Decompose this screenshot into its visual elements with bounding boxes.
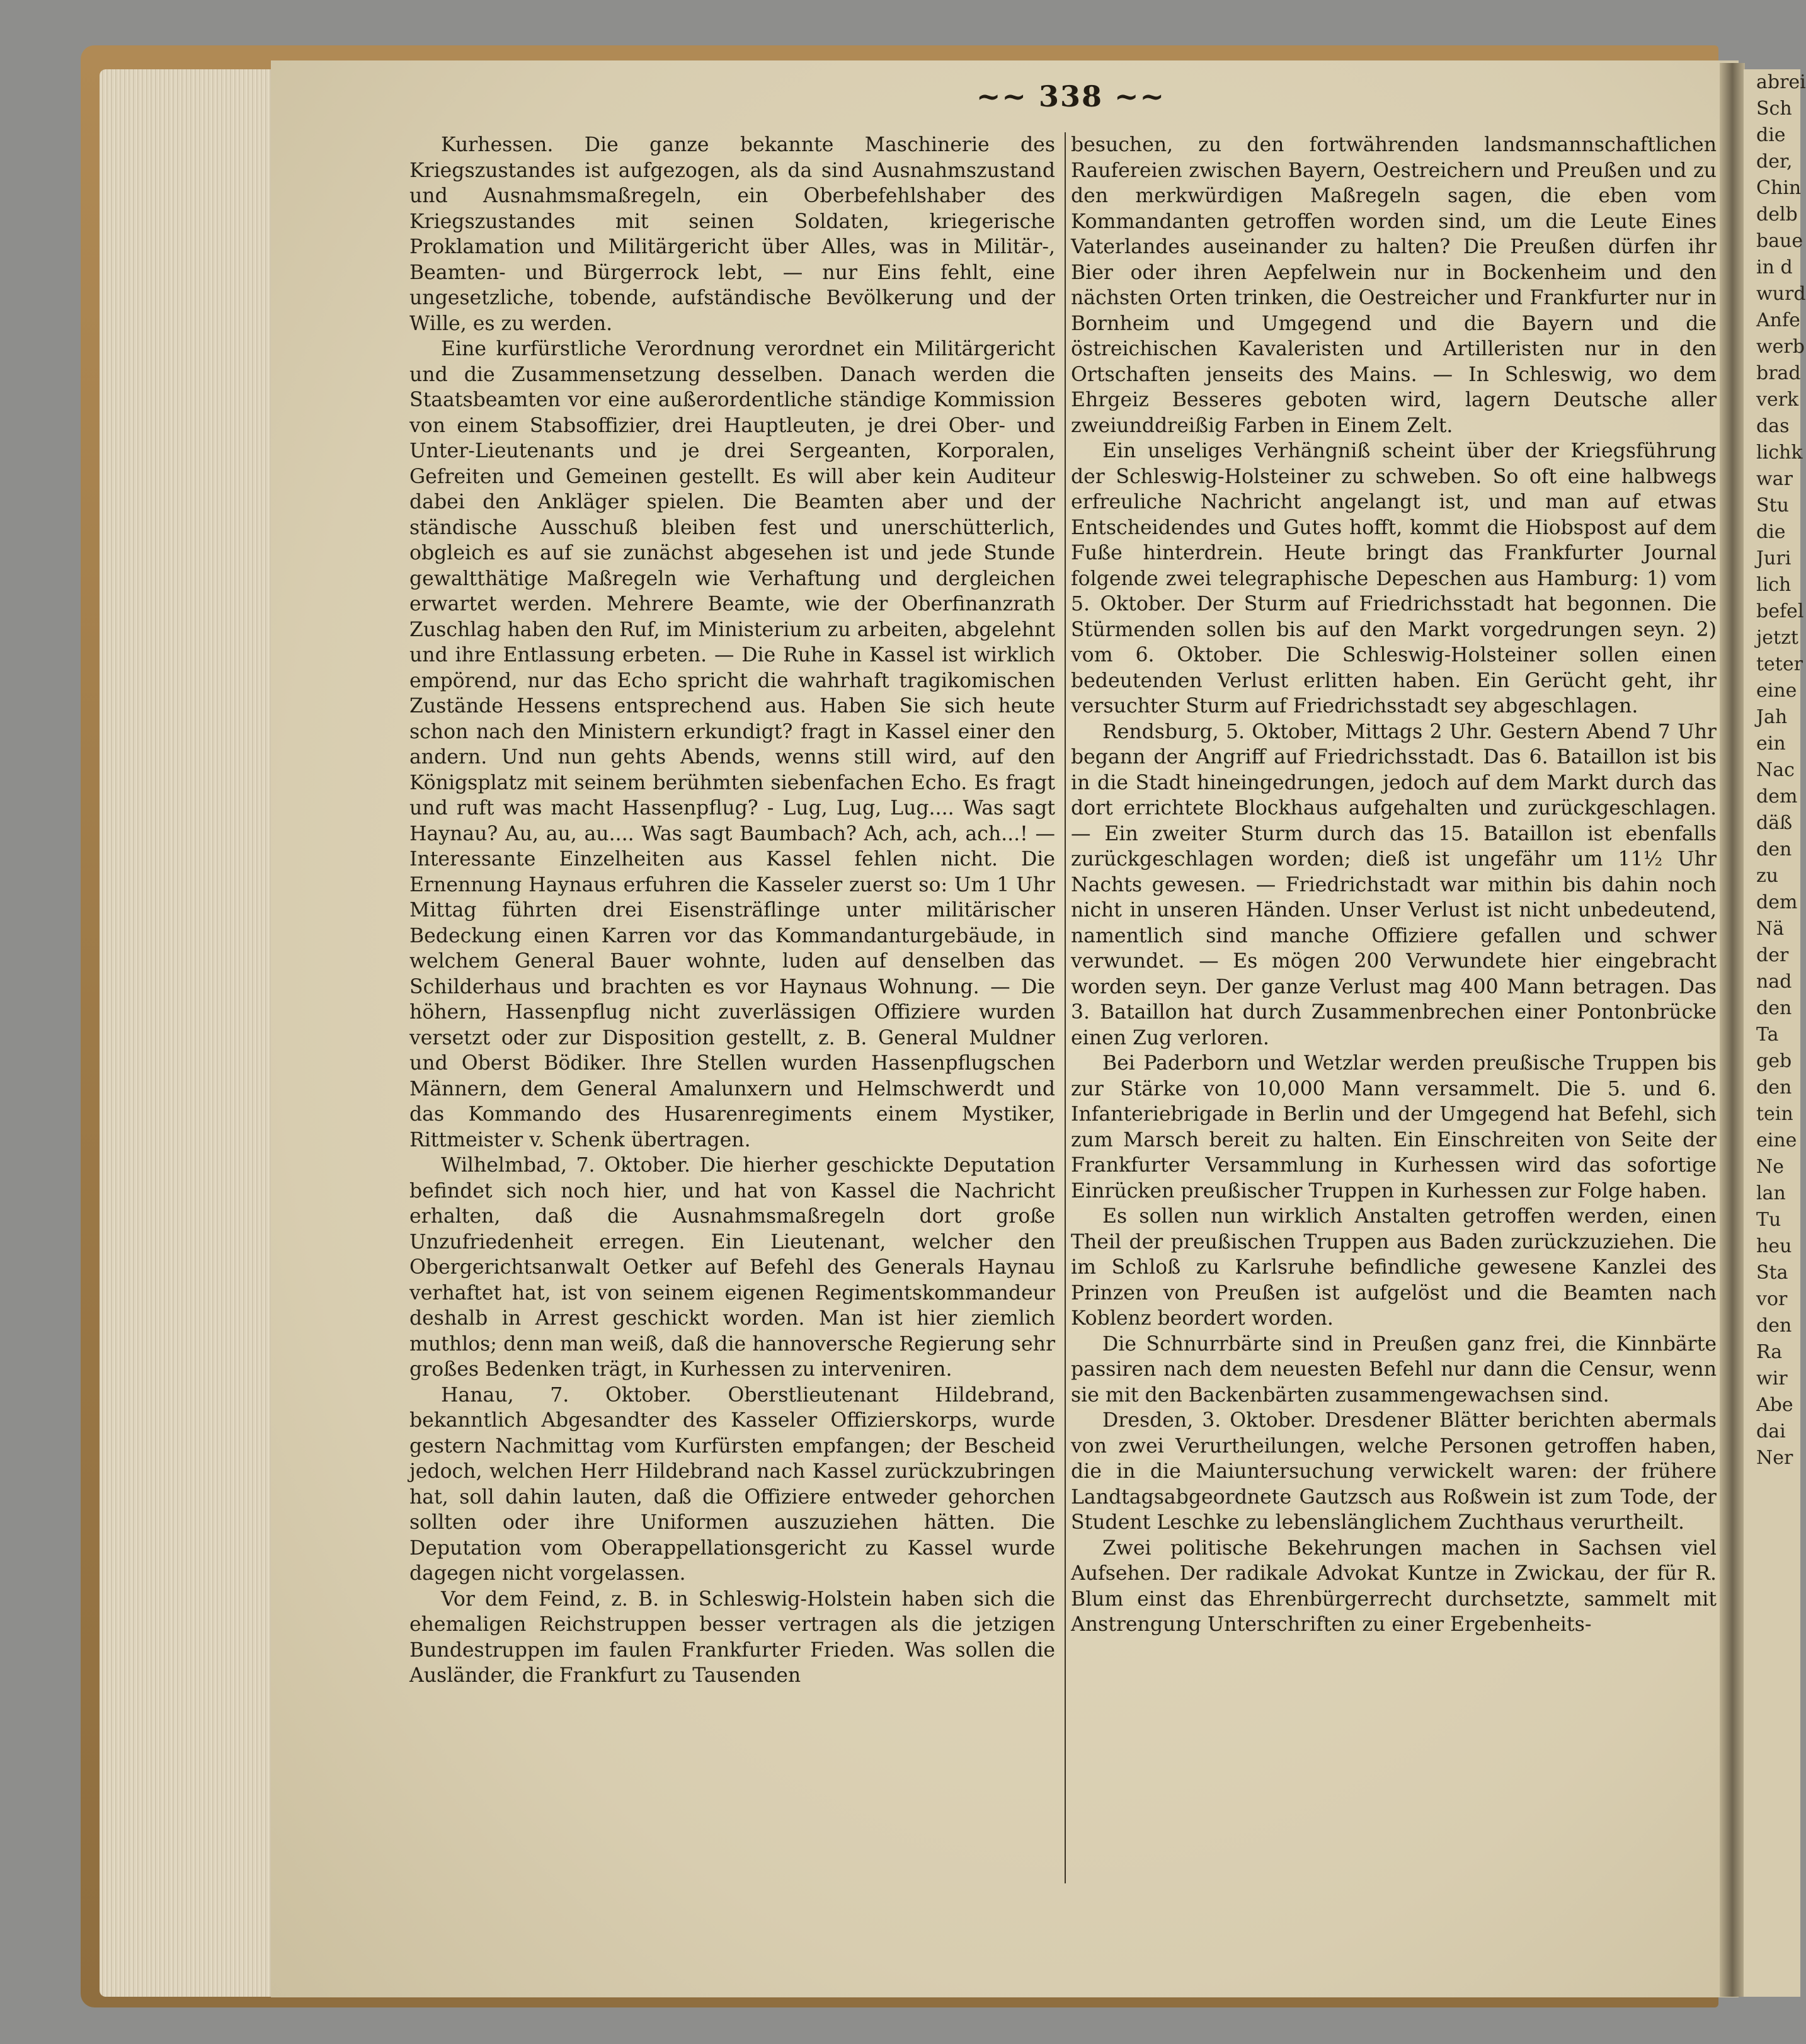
next-page-word: der bbox=[1756, 944, 1789, 966]
next-page-word: baue bbox=[1756, 230, 1803, 252]
paragraph-wilhelmbad: Wilhelmbad, 7. Oktober. Die hierher geschickte Deputation befindet sich noch hier, und hat von Kassel die Nachricht erhalten, daß die Ausnahmsmaßregeln dort große Unzufriedenheit erregen. Ein Lieutenant, welcher den Obergerichtsanwalt Oetker auf Befehl des Generals Haynau verhaftet hat, ist von seinem eigenen Regimentskommandeur deshalb in Arrest geschickt worden. Man ist hier ziemlich muthlos; denn man weiß, daß die hannoversche Regierung sehr großes Bedenken trägt, in Kurhessen zu interveniren. bbox=[409, 1154, 1055, 1381]
next-page-word: verk bbox=[1756, 389, 1799, 411]
next-page-word: Tu bbox=[1756, 1209, 1781, 1231]
next-page-word: Ner bbox=[1756, 1447, 1793, 1469]
next-page-word: der, bbox=[1756, 151, 1793, 173]
next-page-word: Ne bbox=[1756, 1156, 1785, 1178]
column-rule bbox=[1065, 132, 1066, 1883]
next-page-word: Sta bbox=[1756, 1262, 1788, 1284]
next-page-word: tein bbox=[1756, 1103, 1793, 1125]
next-page-word: jetzt bbox=[1756, 627, 1798, 649]
next-page-word: vor bbox=[1756, 1288, 1788, 1310]
next-page-word: Jah bbox=[1756, 706, 1788, 728]
next-page-word: den bbox=[1756, 838, 1792, 860]
left-column bbox=[409, 132, 1055, 1959]
next-page-word: zu bbox=[1756, 865, 1779, 887]
next-page-word: das bbox=[1756, 415, 1790, 437]
next-page-word: Abe bbox=[1756, 1394, 1793, 1416]
paragraph-bekehrungen: Zwei politische Bekehrungen machen in Sachsen viel Aufsehen. Der radikale Advokat Kuntze in Zwickau, der für R. Blum einst das Ehrenbürgerrecht durchsetzte, sammelt mit Anstrengung Unterschriften zu einer Ergebenheits- bbox=[1071, 1536, 1717, 1636]
paragraph-continuation: besuchen, zu den fortwährenden landsmannschaftlichen Raufereien zwischen Bayern, Oestreichern und Preußen und zu den merkwürdigen Maßregeln sagen, die eben vom Kommandanten getroffen worden sind, um die Leute Eines Vaterlandes auseinander zu halten? Die Preußen dürfen ihr Bier oder ihren Aepfelwein nur in Bockenheim und den nächsten Orten trinken, die Oestreicher und Frankfurter nur in Bornheim und Umgegend und die Bayern und die östreichischen Kavaleristen und Artilleristen nur in den Ortschaften jenseits des Mains. — In Schleswig, wo dem Ehrgeiz Besseres geboten wird, lagern Deutsche aller zweiunddreißig Farben in Einem Zelt. bbox=[1071, 134, 1717, 437]
next-page-word: werb bbox=[1756, 336, 1805, 358]
paragraph-paderborn: Bei Paderborn und Wetzlar werden preußische Truppen bis zur Stärke von 10,000 Mann versammelt. Die 5. und 6. Infanteriebrigade in Berlin und der Umgegend hat Befehl, sich zum Marsch bereit zu halten. Ein Einschreiten von Seite der Frankfurter Versammlung in Kurhessen wird das sofortige Einrücken preußischer Truppen in Kurhessen zur Folge haben. bbox=[1071, 1052, 1717, 1202]
next-page-word: in d bbox=[1756, 256, 1793, 278]
next-page-word: brad bbox=[1756, 362, 1801, 384]
next-page-word: Ra bbox=[1756, 1341, 1783, 1363]
next-page-word: däß bbox=[1756, 812, 1793, 834]
next-page-word: den bbox=[1756, 1315, 1792, 1337]
paragraph-vor-dem-feind: Vor dem Feind, z. B. in Schleswig-Holstein haben sich die ehemaligen Reichstruppen besser vertragen als die jetzigen Bundestruppen im faulen Frankfurter Frieden. Was sollen die Ausländer, die Frankfurt zu Tausenden bbox=[409, 1587, 1055, 1687]
next-page-word: die bbox=[1756, 124, 1786, 146]
next-page-word: den bbox=[1756, 1076, 1792, 1099]
next-page-word: Sch bbox=[1756, 98, 1792, 120]
next-page-word: Juri bbox=[1756, 547, 1792, 569]
next-page-word: eine bbox=[1756, 680, 1797, 702]
next-page-word: Nä bbox=[1756, 918, 1785, 940]
next-page-word: Nac bbox=[1756, 759, 1795, 781]
next-page-word: Stu bbox=[1756, 494, 1789, 517]
next-page-word: geb bbox=[1756, 1050, 1792, 1072]
paragraph-verhaengniss: Ein unseliges Verhängniß scheint über der Kriegsführung der Schleswig-Holsteiner zu schweben. So oft eine halbwegs erfreuliche Nachricht angelangt ist, und man auf etwas Entscheidendes und Gutes hofft, kommt die Hiobspost auf dem Fuße hinterdrein. Heute bringt das Frankfurter Journal folgende zwei telegraphische Depeschen aus Hamburg: 1) vom 5. Oktober. Der Sturm auf Friedrichsstadt hat begonnen. Die Stürmenden sollen bis auf den Markt vorgedrungen seyn. 2) vom 6. Oktober. Die Schleswig-Holsteiner sollen einen bedeutenden Verlust erlitten haben. Ein Gerücht geht, ihr versuchter Sturm auf Friedrichsstadt sey abgeschlagen. bbox=[1071, 440, 1717, 717]
next-page-word: eine bbox=[1756, 1129, 1797, 1151]
next-page-word: abrei bbox=[1756, 71, 1806, 93]
paragraph-kurhessen: Kurhessen. Die ganze bekannte Maschinerie des Kriegszustandes ist aufgezogen, als da sind Ausnahmszustand und Ausnahmsmaßregeln, ein Oberbefehlshaber des Kriegszustandes mit seinen Soldaten, kriegerische Proklamation und Militärgericht über Alles, was in Militär-, Beamten- und Bürgerrock lebt, — nur Eins fehlt, eine ungesetzliche, tobende, aufständische Bevölkerung und der Wille, es zu werden. bbox=[409, 134, 1055, 335]
page-number: ~~ 338 ~~ bbox=[976, 79, 1166, 113]
paragraph-dresden: Dresden, 3. Oktober. Dresdener Blätter berichten abermals von zwei Verurtheilungen, welche Personen getroffen haben, die in die Maiuntersuchung verwickelt waren: der frühere Landtagsabgeordnete Gautzsch aus Roßwein ist zum Tode, der Student Leschke zu lebenslänglichem Zuchthaus verurtheilt. bbox=[1071, 1409, 1717, 1534]
paragraph-baden: Es sollen nun wirklich Anstalten getroffen werden, einen Theil der preußischen Truppen aus Baden zurückzuziehen. Die im Schloß zu Karlsruhe befindliche gewesene Kanzlei des Prinzen von Preußen ist aufgelöst und die Beamten nach Koblenz beordert worden. bbox=[1071, 1205, 1717, 1330]
right-column bbox=[1071, 132, 1717, 1959]
next-page-word: dai bbox=[1756, 1420, 1786, 1442]
next-page-word: Chin bbox=[1756, 177, 1802, 199]
next-page-fragment bbox=[1744, 69, 1806, 1997]
next-page-word: dem bbox=[1756, 891, 1798, 913]
next-page-word: dem bbox=[1756, 785, 1798, 808]
next-page-word: delb bbox=[1756, 203, 1798, 226]
next-page-word: teter bbox=[1756, 653, 1803, 675]
next-page-word: lan bbox=[1756, 1182, 1786, 1204]
next-page-word: Ta bbox=[1756, 1024, 1779, 1046]
page-edges bbox=[100, 69, 289, 1997]
paragraph-schnurrbaerte: Die Schnurrbärte sind in Preußen ganz frei, die Kinnbärte passiren nach dem neuesten Befehl nur dann die Censur, wenn sie mit den Backenbärten zusammengewachsen sind. bbox=[1071, 1332, 1717, 1407]
next-page-word: befel bbox=[1756, 600, 1804, 622]
next-page-word: Anfe bbox=[1756, 309, 1800, 331]
next-page-word: wir bbox=[1756, 1367, 1788, 1390]
next-page-word: war bbox=[1756, 468, 1793, 490]
next-page-word: lichk bbox=[1756, 442, 1803, 464]
next-page-word: die bbox=[1756, 521, 1786, 543]
paragraph-hanau: Hanau, 7. Oktober. Oberstlieutenant Hildebrand, bekanntlich Abgesandter des Kasseler Offizierskorps, wurde gestern Nachmittag vom Kurfürsten empfangen; der Bescheid jedoch, welchen Herr Hildebrand nach Kassel zurückzubringen hat, soll dahin lauten, daß die Offiziere entweder gehorchen sollten oder ihre Uniformen auszuziehen hätten. Die Deputation vom Oberappellationsgericht zu Kassel wurde dagegen nicht vorgelassen. bbox=[409, 1383, 1055, 1585]
paragraph-rendsburg: Rendsburg, 5. Oktober, Mittags 2 Uhr. Gestern Abend 7 Uhr begann der Angriff auf Friedrichsstadt. Das 6. Bataillon ist bis in die Stadt hineingedrungen, jedoch auf dem Markt durch das dort errichtete Blockhaus aufgehalten und zurückgeschlagen. — Ein zweiter Sturm durch das 15. Bataillon ist ebenfalls zurückgeschlagen worden; dieß ist ungefähr um 11½ Uhr Nachts gewesen. — Friedrichstadt war mithin bis dahin noch nicht in unseren Händen. Unser Verlust ist nicht unbedeutend, namentlich sind manche Offiziere gefallen und schwer verwundet. — Es mögen 200 Verwundete hier eingebracht worden seyn. Der ganze Verlust mag 400 Mann betragen. Das 3. Bataillon hat durch Zusammenbrechen einer Pontonbrücke einen Zug verloren. bbox=[1071, 720, 1717, 1049]
next-page-word: wurd bbox=[1756, 283, 1806, 305]
next-page-word: lich bbox=[1756, 574, 1792, 596]
paragraph-verordnung: Eine kurfürstliche Verordnung verordnet ein Militärgericht und die Zusammensetzung desselben. Danach werden die Staatsbeamten vor eine außerordentliche ständige Kommission von einem Stabsoffizier, drei Hauptleuten, je drei Ober- und Unter-Lieutenants und je drei Sergeanten, Korporalen, Gefreiten und Gemeinen gestellt. Es will aber kein Auditeur dabei den Ankläger spielen. Die Beamten aber und der ständische Ausschuß bleiben fest und unerschütterlich, obgleich es auf sie zunächst abgesehen ist und jede Stunde gewaltthätige Maßregeln wie Verhaftung und dergleichen erwartet werden. Mehrere Beamte, wie der Oberfinanzrath Zuschlag haben den Ruf, im Ministerium zu arbeiten, abgelehnt und ihre Entlassung erbeten. — Die Ruhe in Kassel ist wirklich empörend, nur das Echo spricht die wahrhaft tragikomischen Zustände Hessens entsprechend aus. Haben Sie sich heute schon nach den Ministern erkundigt? fragt in Kassel einer den andern. Und nun gehts Abends, wenns still wird, auf den Königsplatz mit seinem berühmten siebenfachen Echo. Es fragt und ruft was macht Hassenpflug? - Lug, Lug, Lug.... Was sagt Haynau? Au, au, au.... Was sagt Baumbach? Ach, ach, ach...! — Interessante Einzelheiten aus Kassel fehlen nicht. Die Ernennung Haynaus erfuhren die Kasseler zuerst so: Um 1 Uhr Mittag führten drei Eisensträflinge unter militärischer Bedeckung einen Karren vor das Kommandanturgebäude, in welchem General Bauer wohnte, luden auf denselben das Schilderhaus und brachten es vor Haynaus Wohnung. — Die höhern, Hassenpflug nicht zuverlässigen Offiziere wurden versetzt oder zur Disposition gestellt, z. B. General Muldner und Oberst Bödiker. Ihre Stellen wurden Hassenpflugschen Männern, dem General Amalunxern und Helmschwerdt und das Kommando des Husarenregiments einem Mystiker, Rittmeister v. Schenk übertragen. bbox=[409, 338, 1055, 1151]
book-gutter bbox=[1720, 63, 1745, 1997]
next-page-word: ein bbox=[1756, 733, 1786, 755]
next-page-word: heu bbox=[1756, 1235, 1792, 1257]
next-page-word: den bbox=[1756, 997, 1792, 1019]
next-page-word: nad bbox=[1756, 971, 1792, 993]
